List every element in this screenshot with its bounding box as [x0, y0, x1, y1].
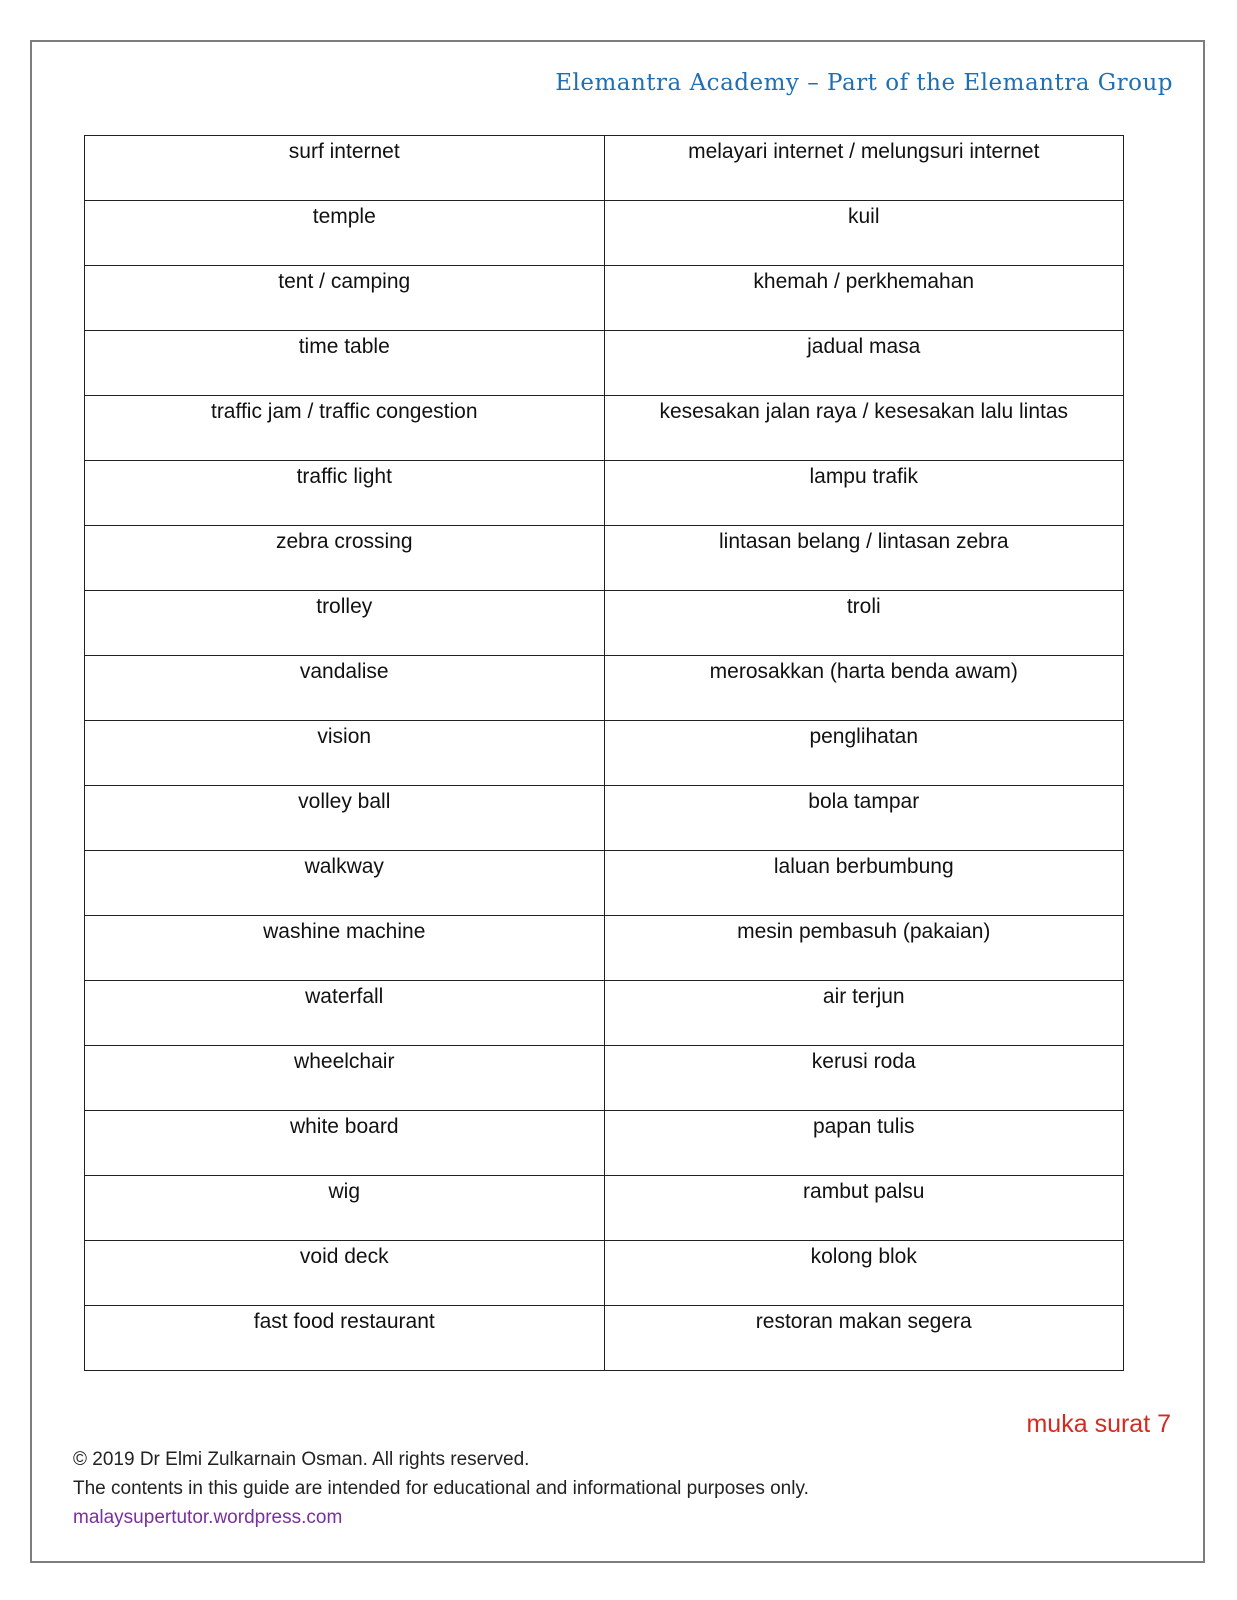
malay-term: kerusi roda: [604, 1046, 1124, 1111]
table-row: [85, 461, 1124, 526]
english-term: traffic jam / traffic congestion: [85, 396, 605, 461]
malay-term: troli: [604, 591, 1124, 656]
english-term: walkway: [85, 851, 605, 916]
table-row: [85, 266, 1124, 331]
malay-term: air terjun: [604, 981, 1124, 1046]
english-term: wig: [85, 1176, 605, 1241]
table-row: [85, 851, 1124, 916]
malay-term: rambut palsu: [604, 1176, 1124, 1241]
vocabulary-table-body: [85, 136, 1124, 1371]
table-row: [85, 1046, 1124, 1111]
table-row: [85, 981, 1124, 1046]
table-row: [85, 1176, 1124, 1241]
malay-term: laluan berbumbung: [604, 851, 1124, 916]
table-row: [85, 331, 1124, 396]
table-row: [85, 136, 1124, 201]
malay-term: papan tulis: [604, 1111, 1124, 1176]
table-row: [85, 526, 1124, 591]
malay-term: merosakkan (harta benda awam): [604, 656, 1124, 721]
table-row: [85, 1306, 1124, 1371]
copyright-text: © 2019 Dr Elmi Zulkarnain Osman. All rights reserved.: [73, 1449, 530, 1470]
malay-term: kuil: [604, 201, 1124, 266]
table-row: [85, 1241, 1124, 1306]
malay-term: penglihatan: [604, 721, 1124, 786]
english-term: fast food restaurant: [85, 1306, 605, 1371]
website-link[interactable]: malaysupertutor.wordpress.com: [73, 1507, 343, 1528]
malay-term: lampu trafik: [604, 461, 1124, 526]
malay-term: bola tampar: [604, 786, 1124, 851]
english-term: zebra crossing: [85, 526, 605, 591]
table-row: [85, 916, 1124, 981]
malay-term: mesin pembasuh (pakaian): [604, 916, 1124, 981]
disclaimer-text: The contents in this guide are intended for educational and informational purposes only.: [73, 1478, 809, 1499]
page-number: muka surat 7: [1026, 1410, 1171, 1438]
malay-term: kesesakan jalan raya / kesesakan lalu lintas: [604, 396, 1124, 461]
english-term: surf internet: [85, 136, 605, 201]
table-row: [85, 721, 1124, 786]
table-row: [85, 656, 1124, 721]
malay-term: lintasan belang / lintasan zebra: [604, 526, 1124, 591]
english-term: tent / camping: [85, 266, 605, 331]
table-row: [85, 396, 1124, 461]
english-term: vision: [85, 721, 605, 786]
english-term: trolley: [85, 591, 605, 656]
table-row: [85, 786, 1124, 851]
english-term: washine machine: [85, 916, 605, 981]
english-term: traffic light: [85, 461, 605, 526]
english-term: temple: [85, 201, 605, 266]
english-term: wheelchair: [85, 1046, 605, 1111]
malay-term: khemah / perkhemahan: [604, 266, 1124, 331]
malay-term: melayari internet / melungsuri internet: [604, 136, 1124, 201]
malay-term: restoran makan segera: [604, 1306, 1124, 1371]
english-term: white board: [85, 1111, 605, 1176]
english-term: waterfall: [85, 981, 605, 1046]
table-row: [85, 201, 1124, 266]
english-term: time table: [85, 331, 605, 396]
table-row: [85, 591, 1124, 656]
vocabulary-table: [84, 135, 1124, 1371]
english-term: vandalise: [85, 656, 605, 721]
malay-term: jadual masa: [604, 331, 1124, 396]
header-title: Elemantra Academy – Part of the Elemantra Group: [555, 70, 1173, 96]
footer: [73, 1445, 809, 1532]
table-row: [85, 1111, 1124, 1176]
english-term: void deck: [85, 1241, 605, 1306]
malay-term: kolong blok: [604, 1241, 1124, 1306]
english-term: volley ball: [85, 786, 605, 851]
